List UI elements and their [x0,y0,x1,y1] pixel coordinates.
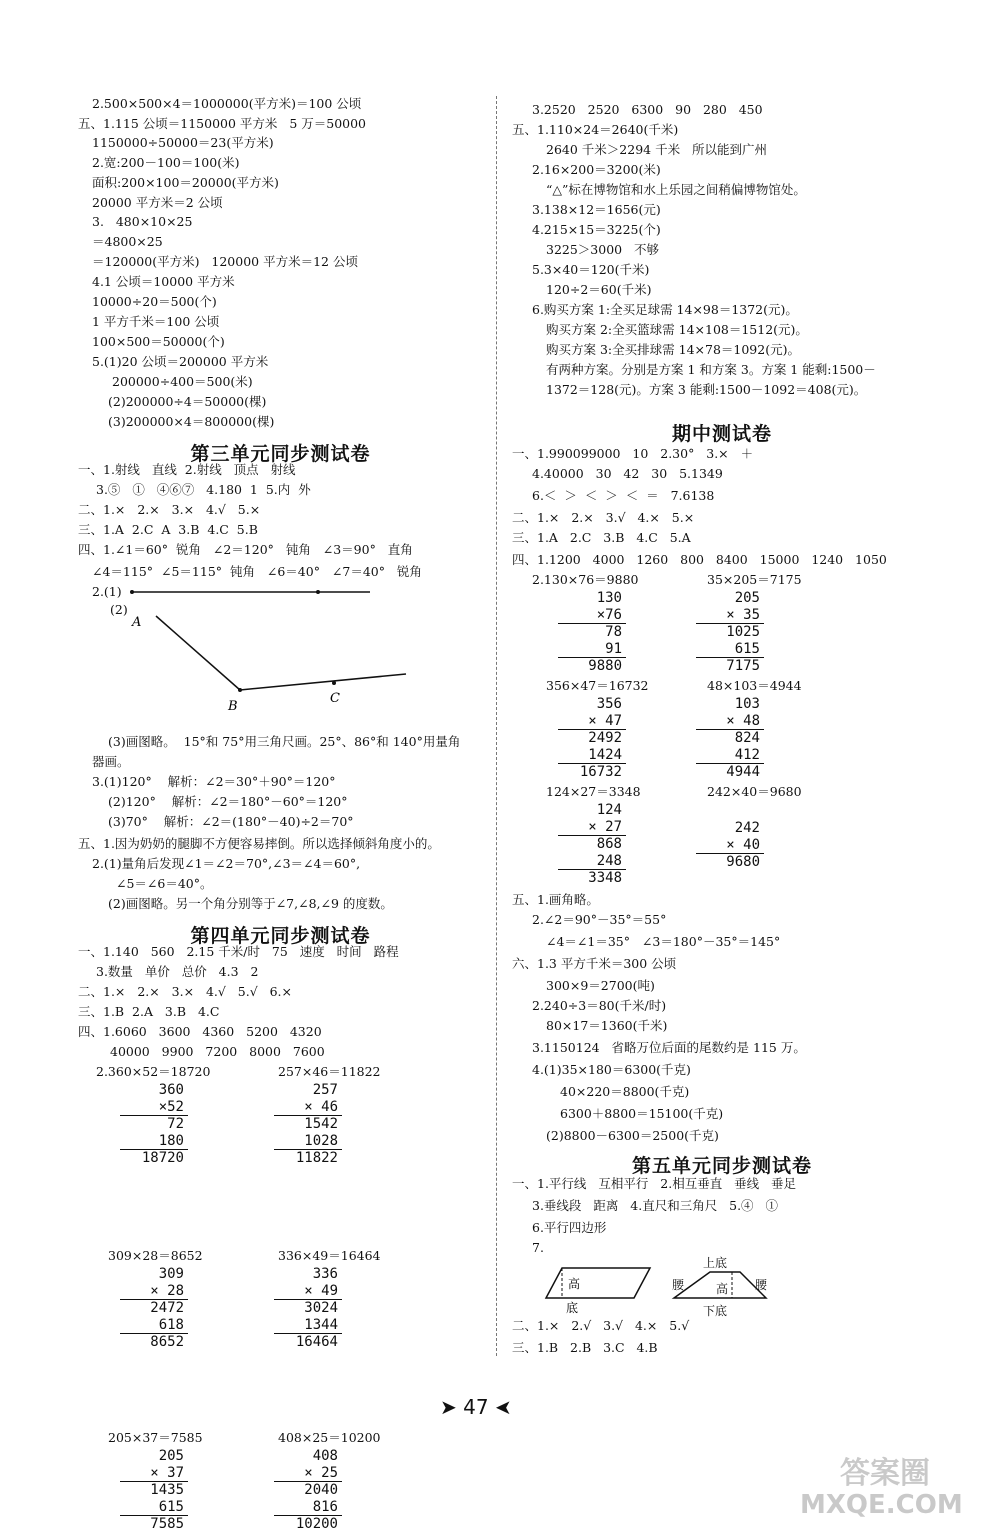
answer-line: ∠5＝∠6＝40°。 [116,876,213,891]
answer-line: 一、1.990099000 10 2.30° 3.× ＋ [512,446,754,461]
answer-line: 二、1.× 2.× 3.× 4.√ 5.√ 6.× [78,984,292,999]
answer-line: 35×205＝7175 [707,572,802,587]
answer-line: 124×27＝3348 [546,784,641,799]
vertical-mult-row: 7175 [726,658,760,674]
answer-line: 6.购买方案 1:全买足球需 14×98＝1372(元)。 [532,302,798,317]
answer-line: 4.215×15＝3225(个) [532,222,661,237]
vertical-mult-row: 16732 [579,764,622,780]
vertical-mult-rule [274,1481,342,1482]
answer-line: 2.130×76＝9880 [532,572,639,587]
vertical-mult-row: 9680 [726,854,760,870]
answer-line: 器画。 [92,754,130,769]
vertical-mult-row: 1424 [588,747,622,763]
answer-line: 一、1.140 560 2.15 千米/时 75 速度 时间 路程 [78,944,399,959]
vertical-mult-row: 615 [158,1499,184,1515]
answer-line: 三、1.A 2.C A 3.B 4.C 5.B [78,522,258,537]
vertical-mult-row: × 46 [304,1099,338,1115]
answer-line: 48×103＝4944 [707,678,802,693]
answer-line: 二、1.× 2.× 3.√ 4.× 5.× [512,510,695,525]
answer-line: 五、1.115 公顷＝1150000 平方米 5 万＝50000 [78,116,367,131]
answer-line: 有两种方案。分别是方案 1 和方案 3。方案 1 能剩:1500－ [546,362,876,377]
vertical-mult-row: 3348 [588,870,622,886]
label-b: B [228,699,238,714]
vertical-mult-rule [696,623,764,624]
answer-line: 3.垂线段 距离 4.直尺和三角尺 5.④ ① [532,1198,778,1213]
vertical-mult-row: × 27 [588,819,622,835]
answer-line: 购买方案 2:全买篮球需 14×108＝1512(元)。 [546,322,808,337]
answer-line: (2)200000÷4＝50000(棵) [108,394,267,409]
vertical-mult-row: × 37 [150,1465,184,1481]
answer-line: 2.∠2＝90°－35°＝55° [532,912,667,927]
answer-line: 3.⑤ ① ④⑥⑦ 4.180 1 5.内 外 [96,482,311,497]
answer-line: 三、1.A 2.C 3.B 4.C 5.A [512,530,691,545]
answer-line: 200000÷400＝500(米) [112,374,253,389]
answer-line: 6.＜ ＞ ＜ ＞ ＜ ＝ 7.6138 [532,488,715,503]
vertical-mult-row: 2492 [588,730,622,746]
answer-line: 80×17＝1360(千米) [546,1018,668,1033]
vertical-mult-rule [696,657,764,658]
vertical-mult-row: 2472 [150,1300,184,1316]
vertical-mult-rule [558,835,626,836]
answer-line: 2.360×52＝18720 [96,1064,211,1079]
answer-line: 五、1.110×24＝2640(千米) [512,122,679,137]
vertical-mult-rule [120,1515,188,1516]
vertical-mult-row: 11822 [295,1150,338,1166]
vertical-mult-row: 130 [596,590,622,606]
trapezoid-leg-right-label: 腰 [755,1278,768,1292]
answer-line: 10000÷20＝500(个) [92,294,217,309]
answer-line: 3.2520 2520 6300 90 280 450 [532,102,763,117]
answer-line: 3225＞3000 不够 [546,242,660,257]
answer-line: 四、1.∠1＝60° 锐角 ∠2＝120° 钝角 ∠3＝90° 直角 [78,542,413,557]
vertical-mult-row: 412 [734,747,760,763]
vertical-mult-row: 248 [596,853,622,869]
point-c [332,681,336,685]
vertical-mult-row: 1435 [150,1482,184,1498]
answer-line: 四、1.6060 3600 4360 5200 4320 [78,1024,322,1039]
vertical-mult-row: 78 [605,624,622,640]
vertical-mult-row: 18720 [141,1150,184,1166]
answer-line: 五、1.画角略。 [512,892,599,907]
vertical-mult-rule [274,1115,342,1116]
vertical-mult-row: × 49 [304,1283,338,1299]
answer-line: 4.40000 30 42 30 5.1349 [532,466,723,481]
vertical-mult-row: × 28 [150,1283,184,1299]
vertical-mult-rule [120,1299,188,1300]
answer-line: 120÷2＝60(千米) [546,282,652,297]
vertical-mult-row: 1344 [304,1317,338,1333]
answer-line: 三、1.B 2.A 3.B 4.C [78,1004,220,1019]
vertical-mult-row: × 40 [726,837,760,853]
section-heading: 第四单元同步测试卷 [190,925,371,947]
answer-line: ∠4＝∠1＝35° ∠3＝180°－35°＝145° [546,934,781,949]
vertical-mult-row: 1028 [304,1133,338,1149]
vertical-mult-row: 8652 [150,1334,184,1350]
vertical-mult-row: ×52 [158,1099,184,1115]
answer-line: 2.500×500×4＝1000000(平方米)＝100 公顷 [92,96,362,111]
vertical-mult-rule [696,853,764,854]
page-number-text: 47 [463,1395,489,1419]
answer-line: 4.(1)35×180＝6300(千克) [532,1062,691,1077]
section-heading: 期中测试卷 [671,423,772,445]
vertical-mult-row: × 47 [588,713,622,729]
answer-line: 3.数量 单价 总价 4.3 2 [96,964,259,979]
vertical-mult-rule [120,1115,188,1116]
answer-line: 20000 平方米＝2 公顷 [92,195,223,210]
vertical-mult-row: 309 [158,1266,184,1282]
vertical-mult-rule [558,657,626,658]
answer-line: 2.240÷3＝80(千米/时) [532,998,667,1013]
answer-line: 3.138×12＝1656(元) [532,202,661,217]
angle-figure [120,584,420,714]
vertical-mult-row: 205 [158,1448,184,1464]
answer-line: 5.(1)20 公顷＝200000 平方米 [92,354,269,369]
watermark-logo: 答案圈 [840,1456,930,1491]
vertical-mult-row: ×76 [596,607,622,623]
answer-line: 1150000÷50000＝23(平方米) [92,135,274,150]
answer-line: (3)200000×4＝800000(棵) [108,414,275,429]
vertical-mult-rule [120,1149,188,1150]
vertical-mult-rule [558,763,626,764]
vertical-mult-row: × 25 [304,1465,338,1481]
answer-line: (3)画图略。 15°和 75°用三角尺画。25°、86°和 140°用量角 [108,734,461,749]
vertex-b [238,688,242,692]
vertical-mult-row: 103 [734,696,760,712]
vertical-mult-row: 7585 [150,1516,184,1532]
answer-line: 336×49＝16464 [278,1248,381,1263]
vertical-mult-row: 824 [734,730,760,746]
trapezoid-leg-left-label: 腰 [672,1278,685,1292]
watermark-url: MXQE.COM [800,1490,963,1520]
ray-ba [156,616,240,690]
vertical-mult-row: 4944 [726,764,760,780]
vertical-mult-row: 72 [167,1116,184,1132]
answer-line: 5.3×40＝120(千米) [532,262,650,277]
answer-line: (3)70° 解析：∠2＝(180°－40)÷2＝70° [108,814,354,829]
vertical-mult-row: 1542 [304,1116,338,1132]
answer-line: (2)画图略。另一个角分别等于∠7,∠8,∠9 的度数。 [108,896,393,911]
answer-line: (2) [110,602,128,617]
trapezoid-height-label: 高 [716,1282,729,1296]
vertical-mult-row: × 35 [726,607,760,623]
answer-line: ∠4＝115° ∠5＝115° 钝角 ∠6＝40° ∠7＝40° 锐角 [92,564,422,579]
answer-line: 4.1 公顷＝10000 平方米 [92,274,235,289]
vertical-mult-rule [696,763,764,764]
page-number [440,1395,512,1419]
section-heading: 第三单元同步测试卷 [190,443,371,465]
label-a: A [132,615,142,630]
answer-line: 6300＋8800＝15100(千克) [560,1106,724,1121]
answer-line: 242×40＝9680 [707,784,802,799]
vertical-mult-row: 16464 [295,1334,338,1350]
vertical-mult-rule [274,1299,342,1300]
vertical-mult-row: 242 [734,820,760,836]
answer-line: 一、1.射线 直线 2.射线 顶点 射线 [78,462,296,477]
vertical-mult-rule [274,1333,342,1334]
vertical-mult-row: 9880 [588,658,622,674]
label-c: C [330,691,340,706]
vertical-mult-row: × 48 [726,713,760,729]
vertical-mult-row: 408 [312,1448,338,1464]
answer-line: 3.(1)120° 解析：∠2＝30°＋90°＝120° [92,774,336,789]
answer-line: 2.(1) [92,584,122,599]
answer-line: 四、1.1200 4000 1260 800 8400 15000 1240 1050 [512,552,887,567]
vertical-mult-row: 336 [312,1266,338,1282]
answer-line: 257×46＝11822 [278,1064,381,1079]
answer-line: 1 平方千米＝100 公顷 [92,314,220,329]
answer-line: 1372＝128(元)。方案 3 能剩:1500－1092＝408(元)。 [546,382,867,397]
answer-line: ＝4800×25 [92,234,163,249]
vertical-mult-row: 205 [734,590,760,606]
answer-line: 40000 9900 7200 8000 7600 [110,1044,325,1059]
answer-line: (2)8800－6300＝2500(千克) [546,1128,719,1143]
ray-point-start [130,590,134,594]
ray-point-mid [316,590,320,594]
answer-line: 205×37＝7585 [108,1430,203,1445]
vertical-mult-row: 615 [734,641,760,657]
vertical-mult-row: 91 [605,641,622,657]
vertical-mult-row: 360 [158,1082,184,1098]
answer-line: 面积:200×100＝20000(平方米) [92,175,279,190]
vertical-mult-row: 2040 [304,1482,338,1498]
vertical-mult-rule [274,1149,342,1150]
vertical-mult-row: 1025 [726,624,760,640]
vertical-mult-row: 10200 [295,1516,338,1532]
answer-line: 3. 480×10×25 [92,214,193,229]
trapezoid-bottom-label: 下底 [703,1304,728,1318]
vertical-mult-row: 618 [158,1317,184,1333]
answer-line: 二、1.× 2.× 3.× 4.√ 5.× [78,502,261,517]
answer-line: 100×500＝50000(个) [92,334,225,349]
answer-line: 2.16×200＝3200(米) [532,162,661,177]
answer-line: 356×47＝16732 [546,678,649,693]
vertical-mult-row: 257 [312,1082,338,1098]
vertical-mult-rule [120,1481,188,1482]
answer-line: 一、1.平行线 互相平行 2.相互垂直 垂线 垂足 [512,1176,797,1191]
vertical-mult-rule [558,869,626,870]
vertical-mult-rule [274,1515,342,1516]
vertical-mult-row: 868 [596,836,622,852]
vertical-mult-rule [696,729,764,730]
answer-line: 40×220＝8800(千克) [560,1084,690,1099]
column-divider [496,96,497,1356]
vertical-mult-row: 816 [312,1499,338,1515]
parallelogram-height-label: 高 [568,1277,581,1291]
vertical-mult-row: 180 [158,1133,184,1149]
answer-line: 3.1150124 省略万位后面的尾数约是 115 万。 [532,1040,806,1055]
vertical-mult-row: 124 [596,802,622,818]
vertical-mult-row: 3024 [304,1300,338,1316]
answer-line: “△”标在博物馆和水上乐园之间稍偏博物馆处。 [546,182,806,197]
arrow-right-icon: ➤ [440,1395,457,1419]
parallelogram-base-label: 底 [566,1301,579,1315]
trapezoid-top-label: 上底 [703,1256,728,1270]
vertical-mult-rule [120,1333,188,1334]
answer-line: 7. [532,1240,544,1255]
ray-bc [240,674,406,690]
vertical-mult-rule [558,623,626,624]
vertical-mult-rule [558,729,626,730]
answer-line: 二、1.× 2.√ 3.√ 4.× 5.√ [512,1318,690,1333]
answer-line: 300×9＝2700(吨) [546,978,655,993]
answer-line: (2)120° 解析：∠2＝180°－60°＝120° [108,794,348,809]
answer-line: 五、1.因为奶奶的腿脚不方便容易摔倒。所以选择倾斜角度小的。 [78,836,440,851]
vertical-mult-row: 356 [596,696,622,712]
answer-line: 2.宽:200－100＝100(米) [92,155,240,170]
answer-line: ＝120000(平方米) 120000 平方米＝12 公顷 [92,254,358,269]
answer-line: 2.(1)量角后发现∠1＝∠2＝70°,∠3＝∠4＝60°, [92,856,361,871]
answer-line: 6.平行四边形 [532,1220,607,1235]
answer-line: 408×25＝10200 [278,1430,381,1445]
answer-line: 2640 千米＞2294 千米 所以能到广州 [546,142,767,157]
arrow-left-icon: ➤ [494,1395,512,1419]
answer-line: 三、1.B 2.B 3.C 4.B [512,1340,658,1355]
answer-line: 购买方案 3:全买排球需 14×78＝1092(元)。 [546,342,800,357]
section-heading: 第五单元同步测试卷 [631,1155,812,1177]
answer-line: 六、1.3 平方千米＝300 公顷 [512,956,677,971]
answer-line: 309×28＝8652 [108,1248,203,1263]
